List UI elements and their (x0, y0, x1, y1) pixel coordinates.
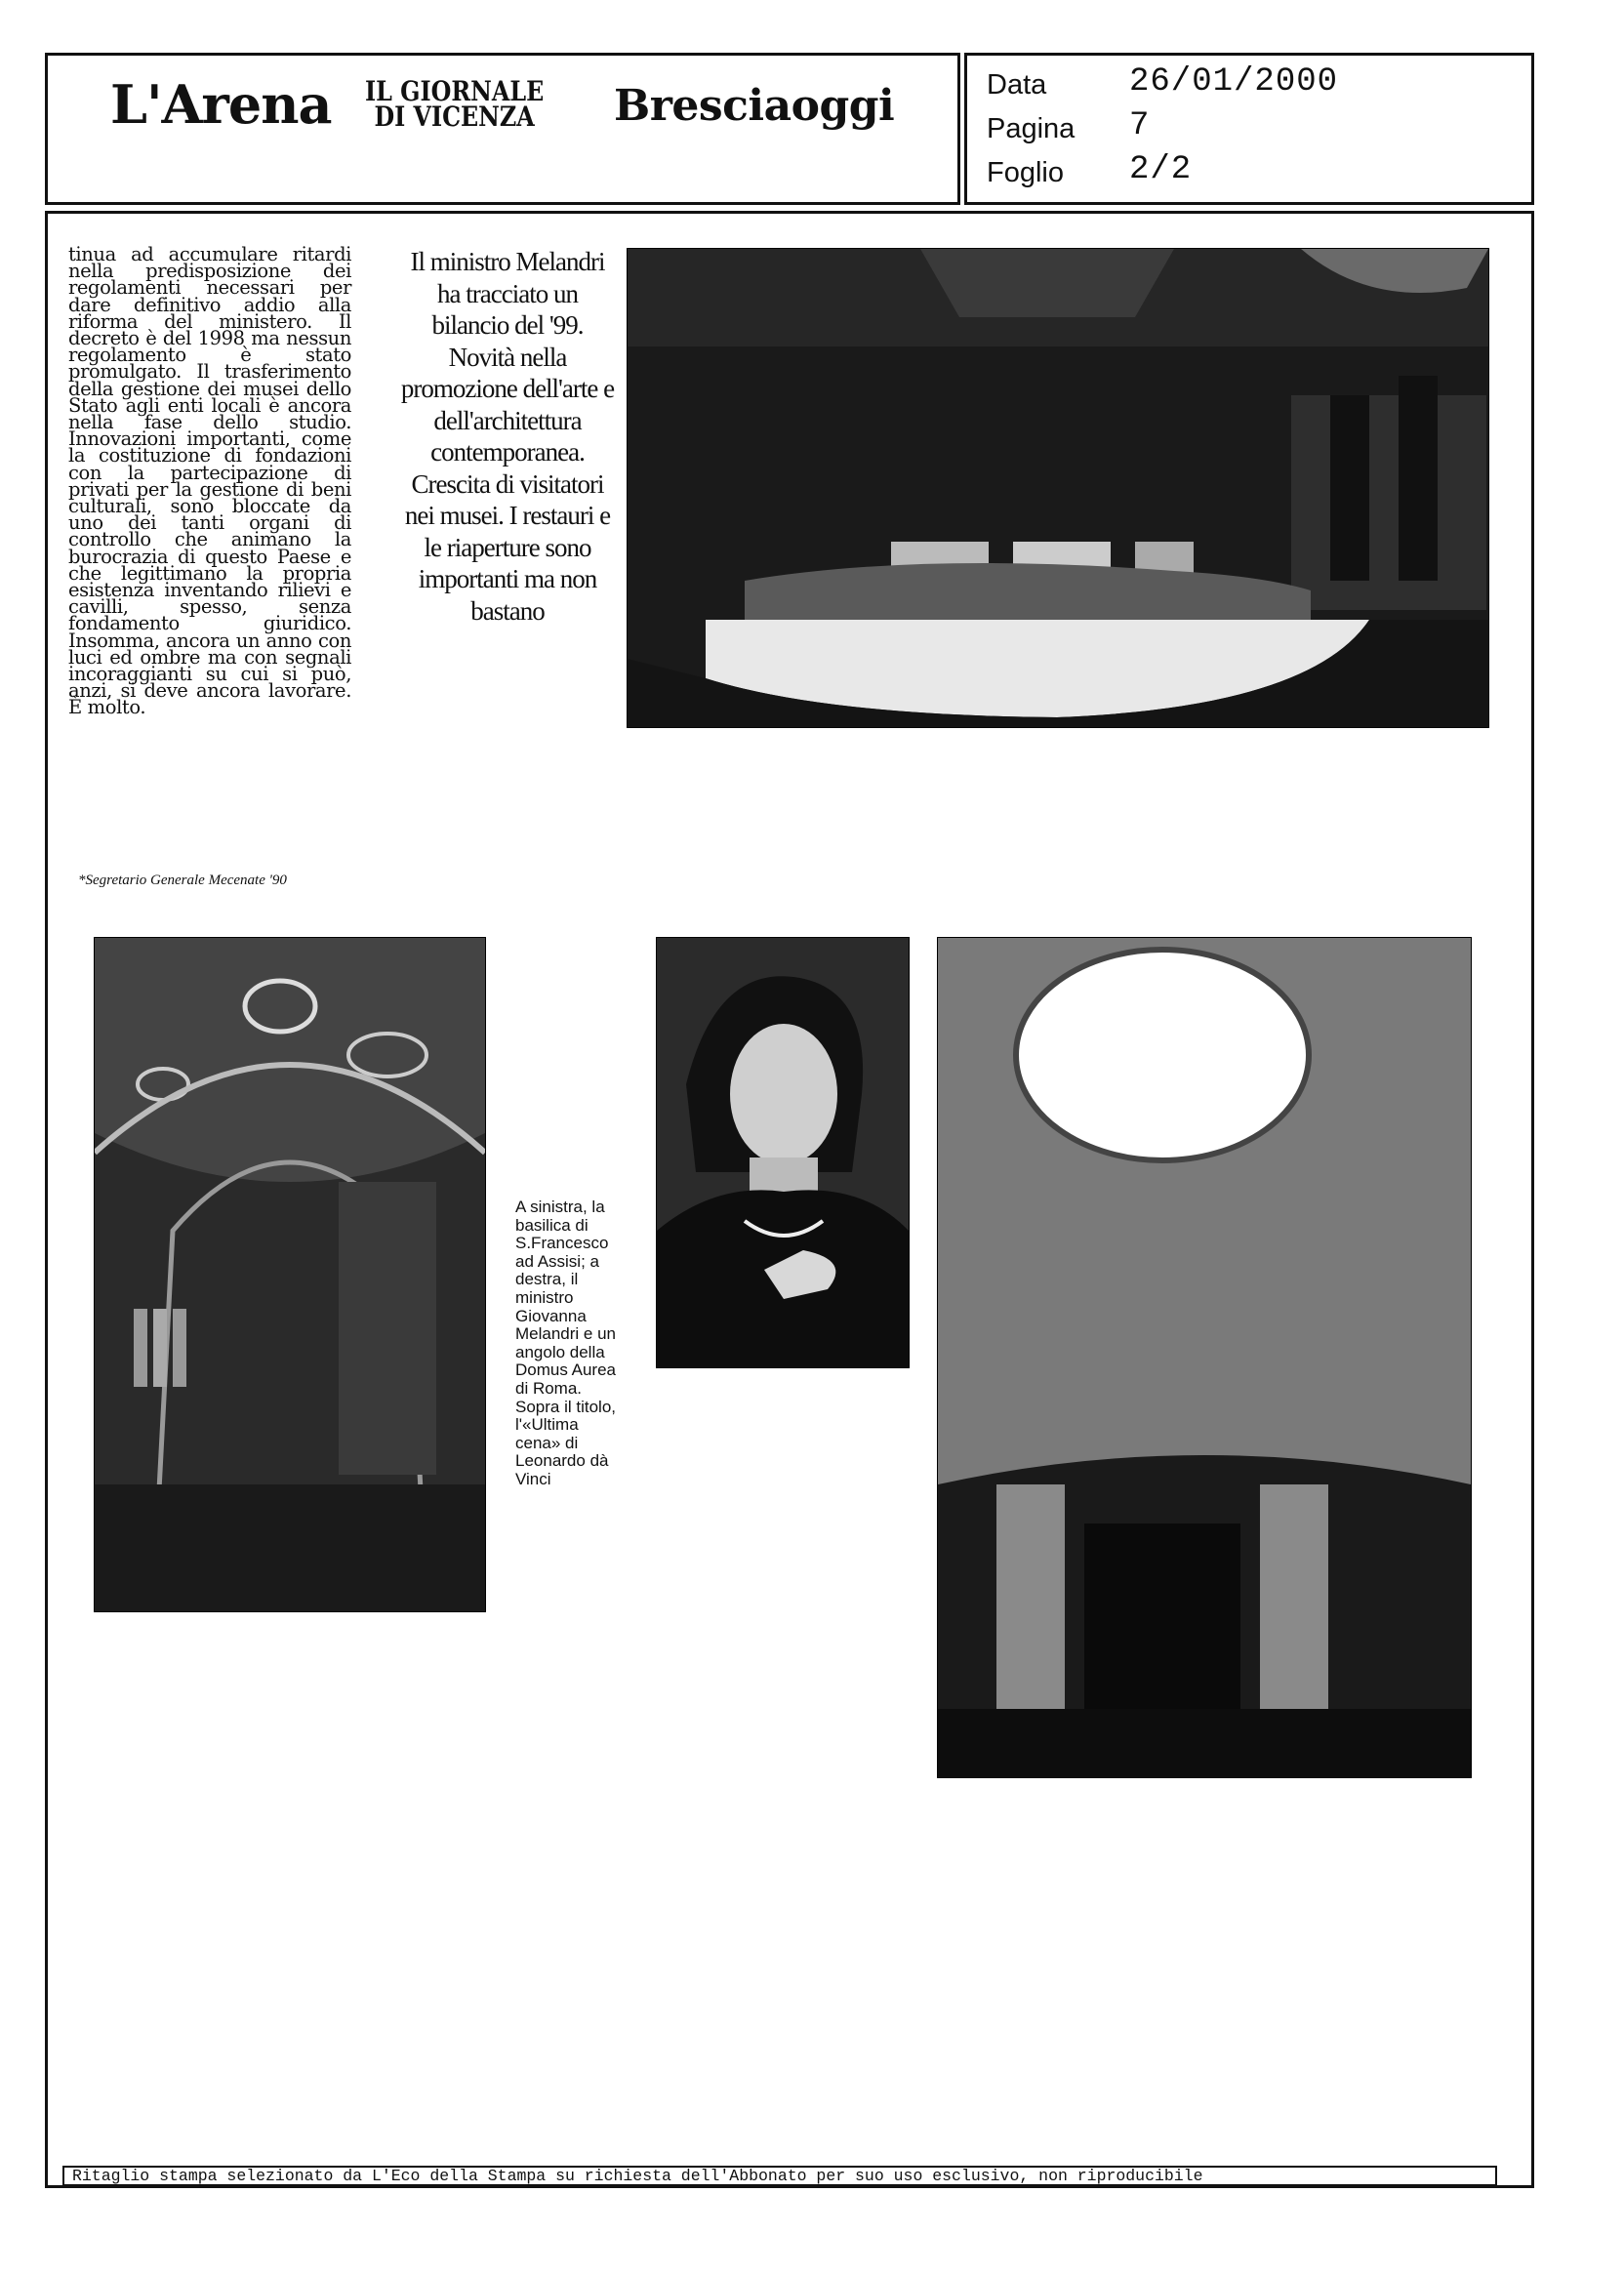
logo-giornale-di-vicenza (365, 75, 545, 133)
masthead-box (45, 53, 960, 205)
data-label: Data (987, 69, 1047, 101)
logo-giornale-line2: DI VICENZA (374, 101, 535, 133)
author-signature: *Segretario Generale Mecenate '90 (78, 873, 287, 888)
footer-disclaimer: Ritaglio stampa selezionato da L'Eco della Stampa su richiesta dell'Abbonato per suo uso esclusivo, non riproducibile (62, 2166, 1497, 2186)
photo-caption: A sinistra, la basilica di S.Francesco ad Assisi; a destra, il ministro Giovanna Melandri e un angolo della Domus Aurea di Roma. Sopra il titolo, l'«Ultima cena» di Leonardo dà Vinci (515, 1198, 617, 1488)
meta-box (964, 53, 1534, 205)
pagina-label: Pagina (987, 113, 1076, 144)
data-value: 26/01/2000 (1129, 63, 1339, 101)
logo-larena: L'Arena (110, 73, 332, 136)
article-body: tinua ad accumulare ritardi nella predisposizione dei regolamenti necessari per dare definitivo addio alla riforma del ministero. Il decreto è del 1998 ma nessun regolamento è stato promulgato. Il trasferimento della gestione dei musei dello Stato agli enti locali è ancora nella fase dello studio. Innovazioni importanti, come la costituzione di fondazioni con la partecipazione di privati per la gestione di beni culturali, sono bloccate da uno dei tanti organi di controllo che animano la burocrazia di questo Paese e che legittimano la propria esistenza inventando rilievi e cavilli, spesso, senza fondamento giuridico. Insomma, ancora un anno con luci ed ombre ma con segnali incoraggianti su cui si può, anzi, si deve ancora lavorare. È molto. (68, 243, 351, 719)
logo-bresciaoggi: Bresciaoggi (614, 81, 895, 131)
photo-domus-aurea (937, 937, 1472, 1778)
photo-basilica-assisi (94, 937, 486, 1612)
foglio-value: 2/2 (1129, 151, 1193, 188)
logo-giornale-line1: IL GIORNALE (365, 75, 545, 107)
photo-ultima-cena (627, 248, 1489, 728)
pull-quote: Il ministro Melandri ha tracciato un bilancio del '99. Novità nella promozione dell'arte e dell'architettura contemporanea. Crescita di visitatori nei musei. I restauri e le riaperture sono importanti ma non bastano (400, 247, 615, 626)
photo-giovanna-melandri (656, 937, 910, 1368)
foglio-label: Foglio (987, 157, 1064, 188)
pagina-value: 7 (1129, 107, 1151, 144)
